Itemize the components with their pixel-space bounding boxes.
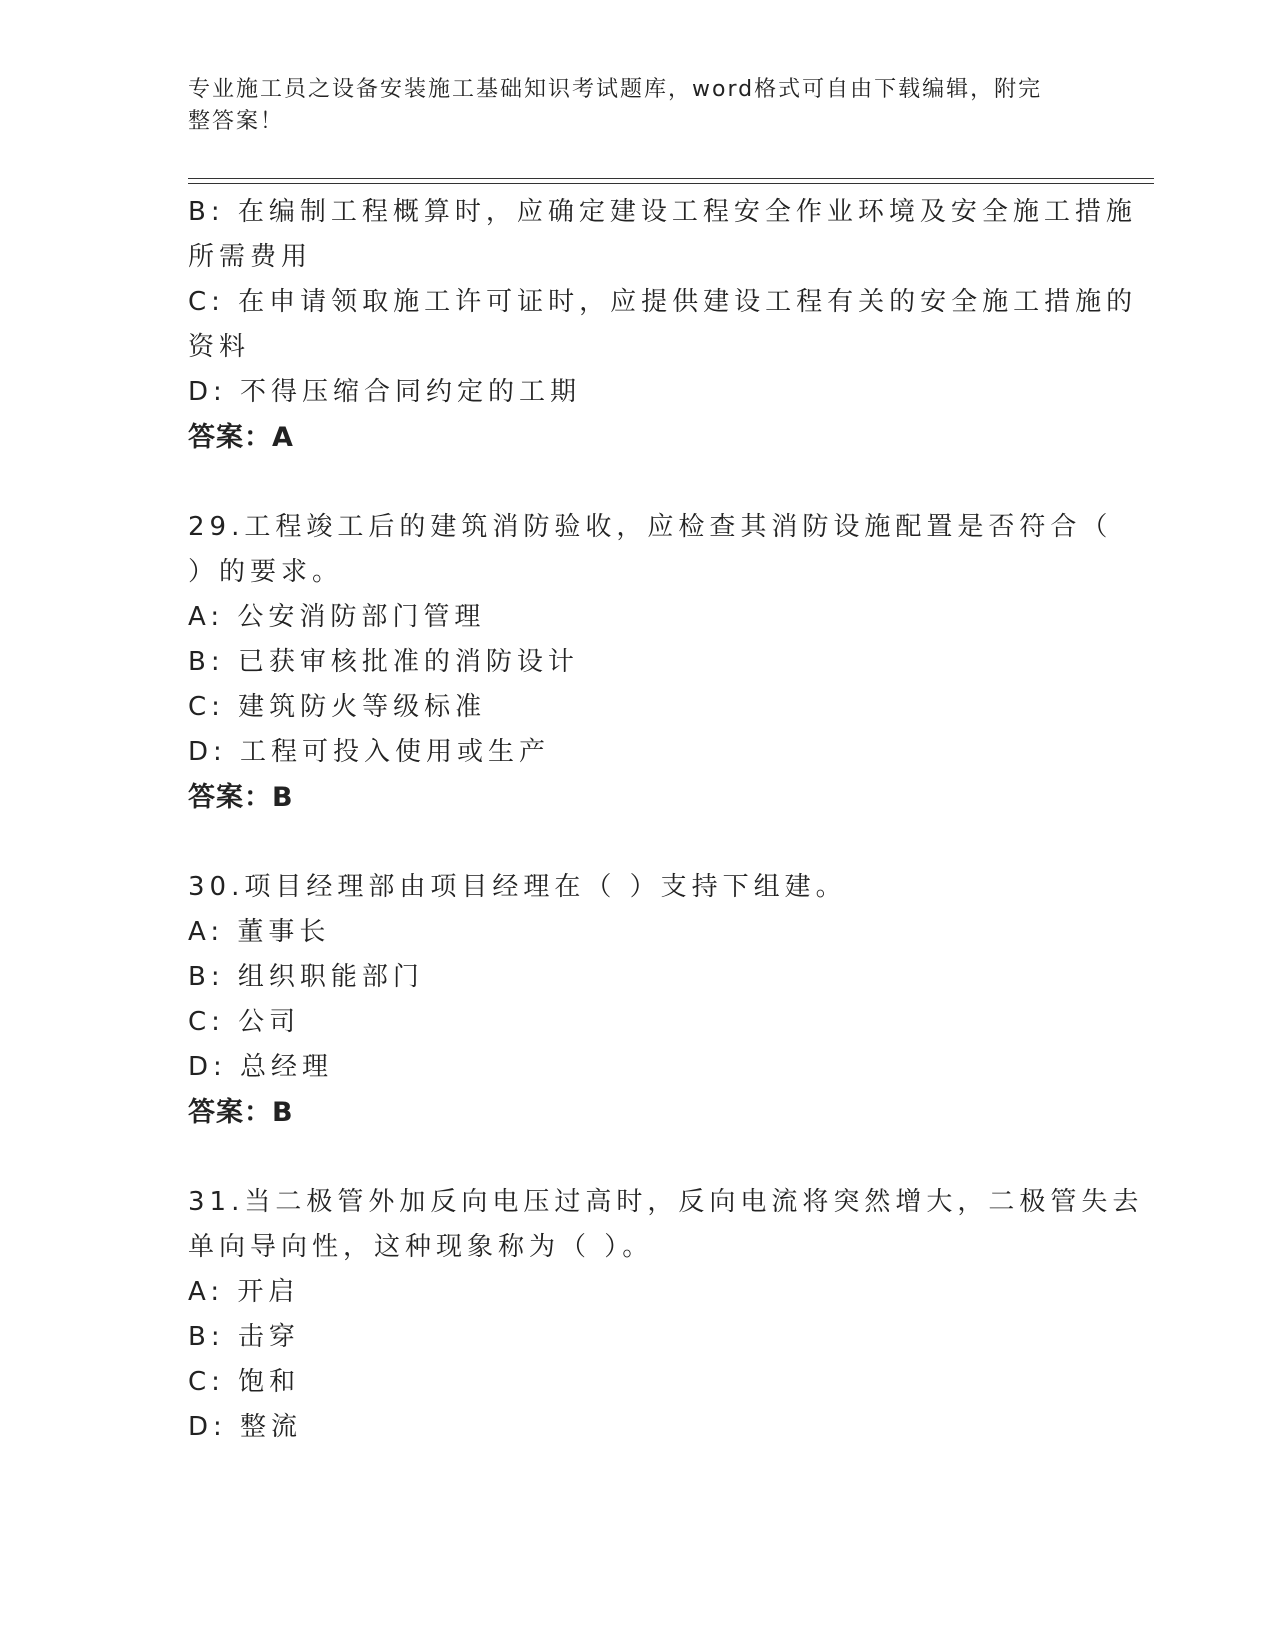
question-30 <box>188 865 1088 1135</box>
question-stem-cont: 单向导向性，这种现象称为（ ）。 <box>188 1232 654 1262</box>
answer: 答案：A <box>188 422 294 453</box>
option-d: D: 总经理 <box>188 1052 334 1082</box>
option-c: C: 在申请领取施工许可证时，应提供建设工程有关的安全施工措施的 <box>188 287 1138 317</box>
question-stem: 29.工程竣工后的建筑消防验收，应检查其消防设施配置是否符合（ <box>188 512 1113 542</box>
option-a: A: 开启 <box>188 1277 300 1307</box>
header-divider-top <box>188 178 1154 179</box>
question-stem-cont: ）的要求。 <box>188 557 344 587</box>
document-body <box>188 190 1144 1450</box>
option-b: B: 组织职能部门 <box>188 962 424 992</box>
spacer <box>188 460 1088 505</box>
answer: 答案：B <box>188 1097 294 1128</box>
answer: 答案：B <box>188 782 294 813</box>
option-c: C: 饱和 <box>188 1367 301 1397</box>
header-title-line1: 专业施工员之设备安装施工基础知识考试题库，word格式可自由下载编辑，附完 <box>188 77 1043 102</box>
option-d: D: 工程可投入使用或生产 <box>188 737 551 767</box>
header-divider-bottom <box>188 183 1154 184</box>
header-title-line2: 整答案！ <box>188 109 285 134</box>
option-b: B: 在编制工程概算时，应确定建设工程安全作业环境及安全施工措施 <box>188 197 1137 227</box>
question-31 <box>188 1180 1144 1450</box>
option-b: B: 已获审核批准的消防设计 <box>188 647 579 677</box>
spacer <box>188 1135 1088 1180</box>
option-b-cont: 所需费用 <box>188 242 313 272</box>
option-a: A: 公安消防部门管理 <box>188 602 486 632</box>
question-stem: 31.当二极管外加反向电压过高时，反向电流将突然增大，二极管失去 <box>188 1187 1144 1217</box>
question-29 <box>188 505 1113 820</box>
option-c: C: 建筑防火等级标准 <box>188 692 487 722</box>
option-a: A: 董事长 <box>188 917 331 947</box>
question-stem: 30.项目经理部由项目经理在（ ）支持下组建。 <box>188 872 847 902</box>
option-c-cont: 资料 <box>188 332 251 362</box>
option-d: D: 整流 <box>188 1412 303 1442</box>
option-c: C: 公司 <box>188 1007 301 1037</box>
document-header <box>188 74 1068 138</box>
prev-question-block <box>188 190 1138 460</box>
option-d: D: 不得压缩合同约定的工期 <box>188 377 582 407</box>
option-b: B: 击穿 <box>188 1322 300 1352</box>
spacer <box>188 820 1088 865</box>
